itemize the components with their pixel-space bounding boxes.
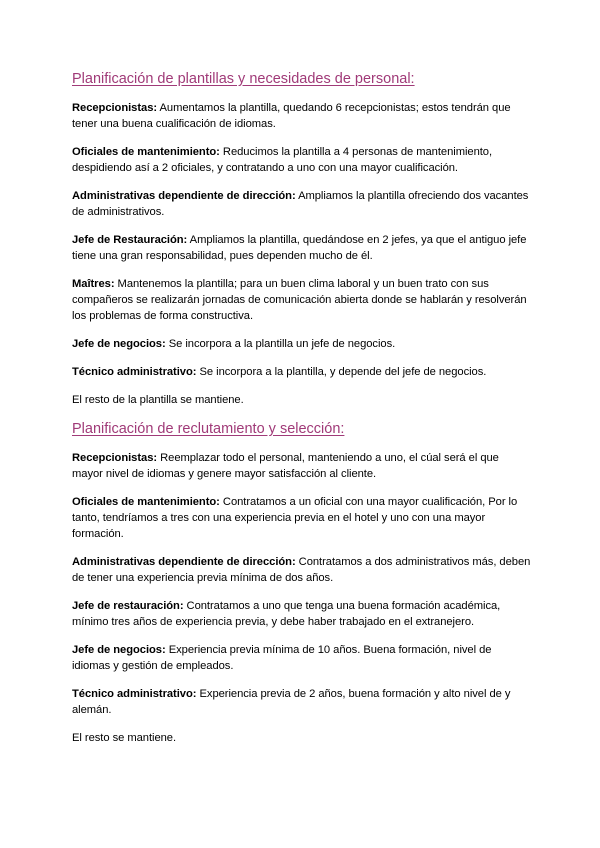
paragraph <box>72 188 532 220</box>
role-label: Recepcionistas: <box>72 452 158 464</box>
document-page <box>72 70 532 758</box>
paragraph <box>72 276 532 324</box>
role-text: Ampliamos la plantilla ofreciendo dos vacantes de administrativos. <box>72 190 529 218</box>
role-text: Reemplazar todo el personal, manteniendo a uno, el cúal será el que mayor nivel de idiomas y genere mayor satisfacción al cliente. <box>72 452 499 480</box>
role-text: Contratamos a uno que tenga una buena formación académica, mínimo tres años de experiencia previa, y debe haber trabajado en el extranejero. <box>72 600 501 628</box>
role-label: Jefe de restauración: <box>72 600 184 612</box>
paragraph <box>72 450 532 482</box>
role-text: Ampliamos la plantilla, quedándose en 2 jefes, ya que el antiguo jefe tiene una gran responsabilidad, pues dependen mucho de él. <box>72 234 527 262</box>
section-heading-staffing: Planificación de plantillas y necesidades de personal: <box>72 71 415 87</box>
role-text: Experiencia previa mínima de 10 años. Buena formación, nivel de idiomas y gestión de empleados. <box>72 644 492 672</box>
paragraph <box>72 686 532 718</box>
role-label: Recepcionistas: <box>72 102 158 114</box>
paragraph <box>72 642 532 674</box>
role-text: Contratamos a un oficial con una mayor cualificación, Por lo tanto, tendríamos a tres con una experiencia previa en el hotel y uno con una mayor formación. <box>72 496 518 540</box>
paragraph <box>72 494 532 542</box>
role-label: Administrativas dependiente de dirección: <box>72 190 296 202</box>
paragraph <box>72 144 532 176</box>
role-text: Experiencia previa de 2 años, buena formación y alto nivel de y alemán. <box>72 688 511 716</box>
role-label: Jefe de negocios: <box>72 338 166 350</box>
role-label: Administrativas dependiente de dirección: <box>72 556 296 568</box>
role-text: Reducimos la plantilla a 4 personas de mantenimiento, despidiendo así a 2 oficiales, y contratando a uno con una mayor cualificación. <box>72 146 493 174</box>
paragraph <box>72 554 532 586</box>
role-label: Jefe de Restauración: <box>72 234 188 246</box>
section-heading-recruitment: Planificación de reclutamiento y selección: <box>72 421 345 437</box>
role-text: Aumentamos la plantilla, quedando 6 recepcionistas; estos tendrán que tener una buena cualificación de idiomas. <box>72 102 511 130</box>
role-text: Se incorpora a la plantilla, y depende del jefe de negocios. <box>196 366 487 378</box>
paragraph <box>72 598 532 630</box>
closing-paragraph: El resto se mantiene. <box>72 732 177 744</box>
role-label: Maîtres: <box>72 278 115 290</box>
role-label: Oficiales de mantenimiento: <box>72 496 220 508</box>
paragraph <box>72 232 532 264</box>
role-text: Se incorpora a la plantilla un jefe de negocios. <box>165 338 396 350</box>
paragraph <box>72 336 532 352</box>
role-label: Oficiales de mantenimiento: <box>72 146 220 158</box>
paragraph <box>72 364 532 380</box>
role-label: Técnico administrativo: <box>72 366 197 378</box>
role-label: Técnico administrativo: <box>72 688 197 700</box>
paragraph <box>72 100 532 132</box>
role-label: Jefe de negocios: <box>72 644 166 656</box>
role-text: Contratamos a dos administrativos más, deben de tener una experiencia previa mínima de dos años. <box>72 556 531 584</box>
closing-paragraph: El resto de la plantilla se mantiene. <box>72 394 244 406</box>
role-text: Mantenemos la plantilla; para un buen clima laboral y un buen trato con sus compañeros se realizarán jornadas de comunicación abierta donde se hablarán y resolverán los problemas de forma constructiva. <box>72 278 527 322</box>
